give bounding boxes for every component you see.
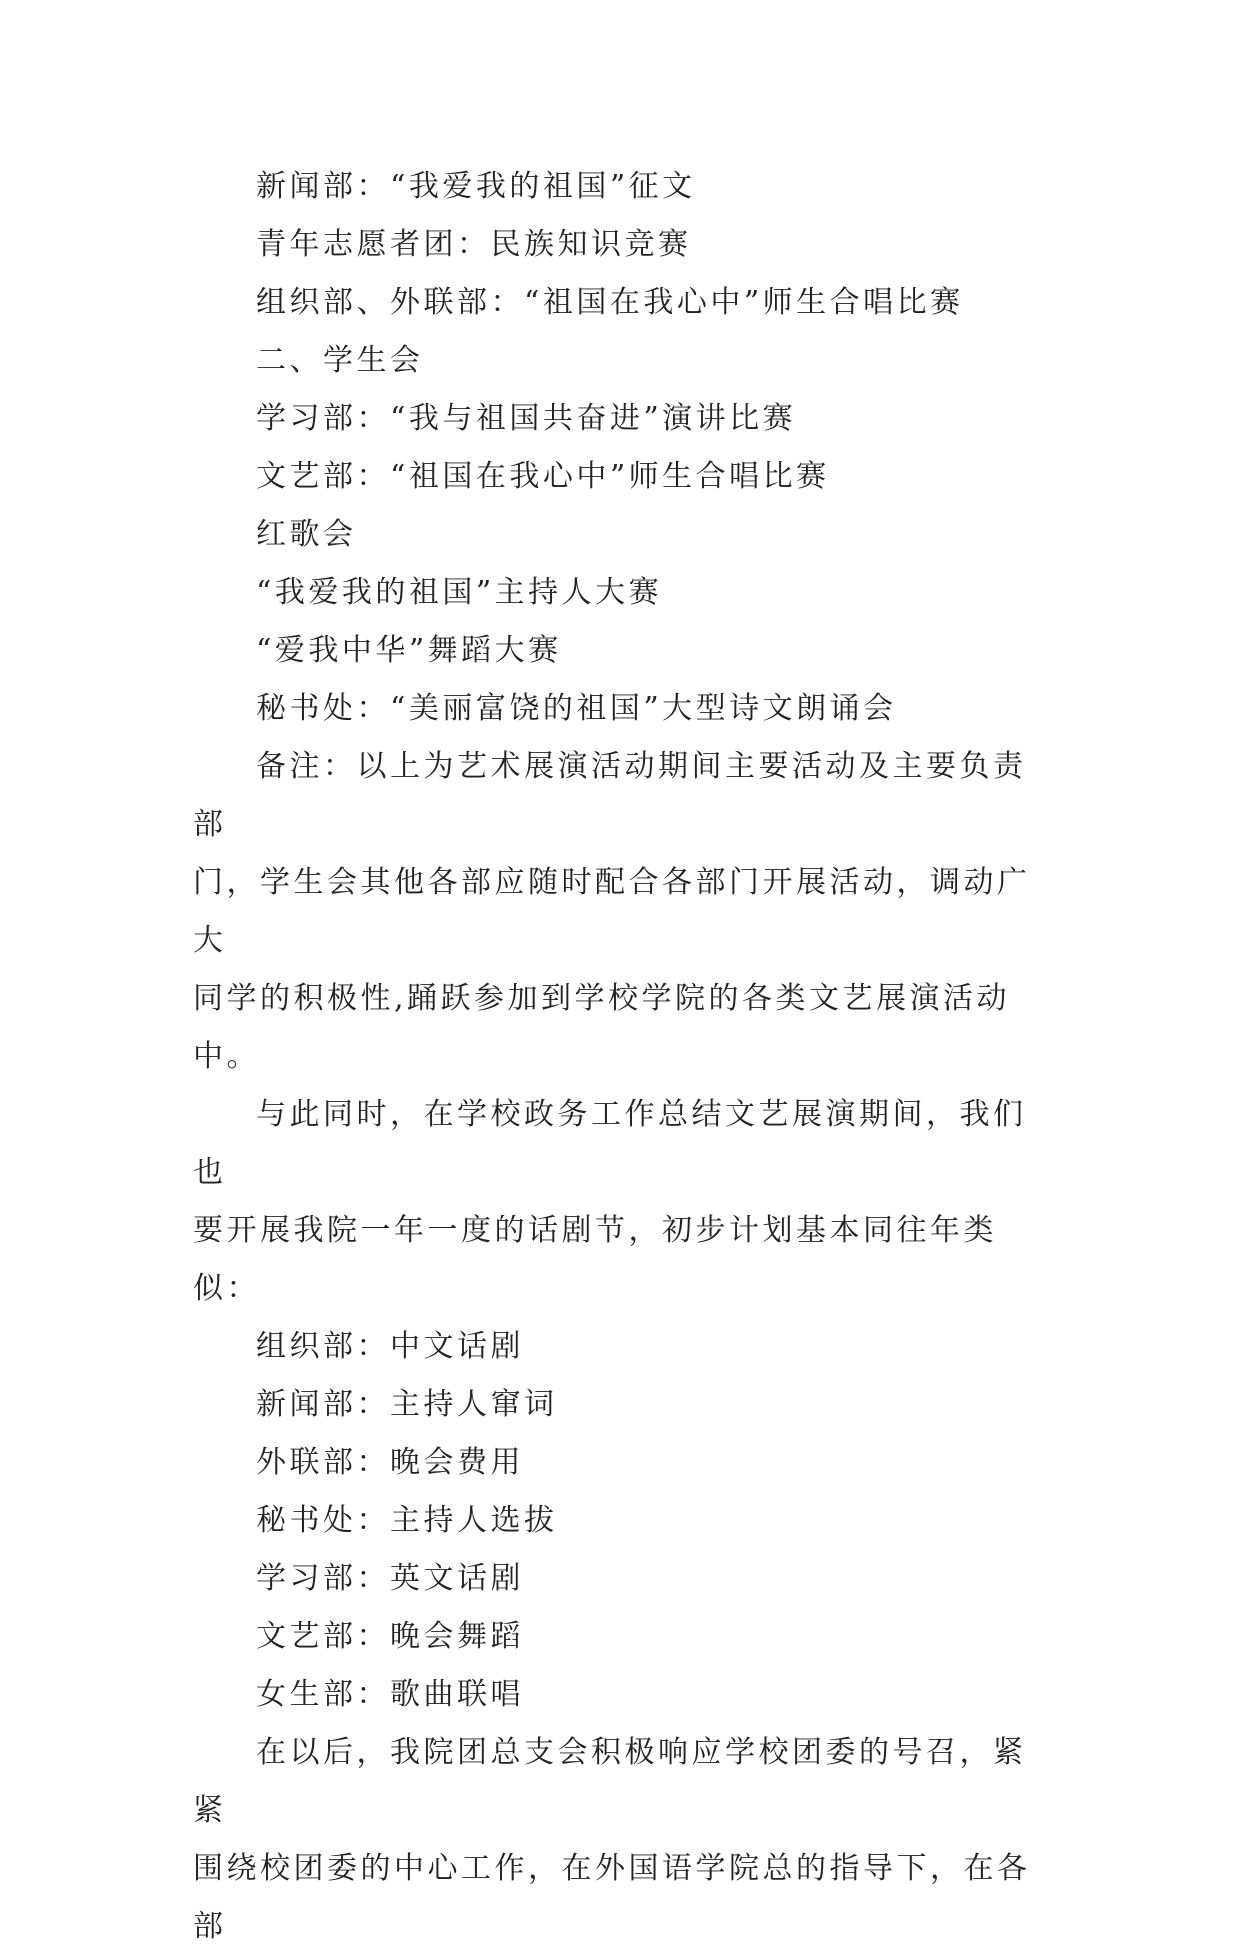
closing-line: 围绕校团委的中心工作，在外国语学院总的指导下，在各部 xyxy=(193,1851,1031,1944)
drama-item-organization: 组织部：中文话剧 xyxy=(256,1329,524,1364)
document-body xyxy=(193,158,1055,1956)
drama-item-news: 新闻部：主持人窜词 xyxy=(256,1387,558,1422)
note-line: 备注：以上为艺术展演活动期间主要活动及主要负责部 xyxy=(193,749,1027,842)
drama-item-girls: 女生部：歌曲联唱 xyxy=(256,1677,524,1712)
paragraph-closing xyxy=(193,1724,1055,1956)
paragraph-red-song: 红歌会 xyxy=(256,517,357,552)
drama-line: 与此同时，在学校政务工作总结文艺展演期间，我们也 xyxy=(193,1097,1027,1190)
paragraph-choir-contest: 组织部、外联部：“祖国在我心中”师生合唱比赛 xyxy=(256,285,964,320)
paragraph-news-essay: 新闻部：“我爱我的祖国”征文 xyxy=(256,169,696,204)
note-line: 同学的积极性,踊跃参加到学校学院的各类文艺展演活动中。 xyxy=(193,981,1011,1074)
paragraph-dance-contest: “爱我中华”舞蹈大赛 xyxy=(256,633,562,668)
drama-item-secretariat: 秘书处：主持人选拔 xyxy=(256,1503,558,1538)
paragraph-drama-festival xyxy=(193,1086,1055,1318)
drama-item-arts: 文艺部：晚会舞蹈 xyxy=(256,1619,524,1654)
drama-item-liaison: 外联部：晚会费用 xyxy=(256,1445,524,1480)
closing-line: 在以后，我院团总支会积极响应学校团委的号召，紧紧 xyxy=(193,1735,1027,1828)
note-line: 门，学生会其他各部应随时配合各部门开展活动，调动广大 xyxy=(193,865,1031,958)
paragraph-volunteer-quiz: 青年志愿者团：民族知识竞赛 xyxy=(256,227,692,262)
paragraph-speech-contest: 学习部：“我与祖国共奋进”演讲比赛 xyxy=(256,401,797,436)
drama-line: 要开展我院一年一度的话剧节，初步计划基本同往年类似： xyxy=(193,1213,997,1306)
paragraph-note xyxy=(193,738,1055,1086)
paragraph-host-contest: “我爱我的祖国”主持人大赛 xyxy=(256,575,663,610)
paragraph-arts-choir: 文艺部：“祖国在我心中”师生合唱比赛 xyxy=(256,459,830,494)
paragraph-poetry-recital: 秘书处：“美丽富饶的祖国”大型诗文朗诵会 xyxy=(256,691,897,726)
drama-item-study: 学习部：英文话剧 xyxy=(256,1561,524,1596)
section-heading-student-union: 二、学生会 xyxy=(256,343,424,378)
